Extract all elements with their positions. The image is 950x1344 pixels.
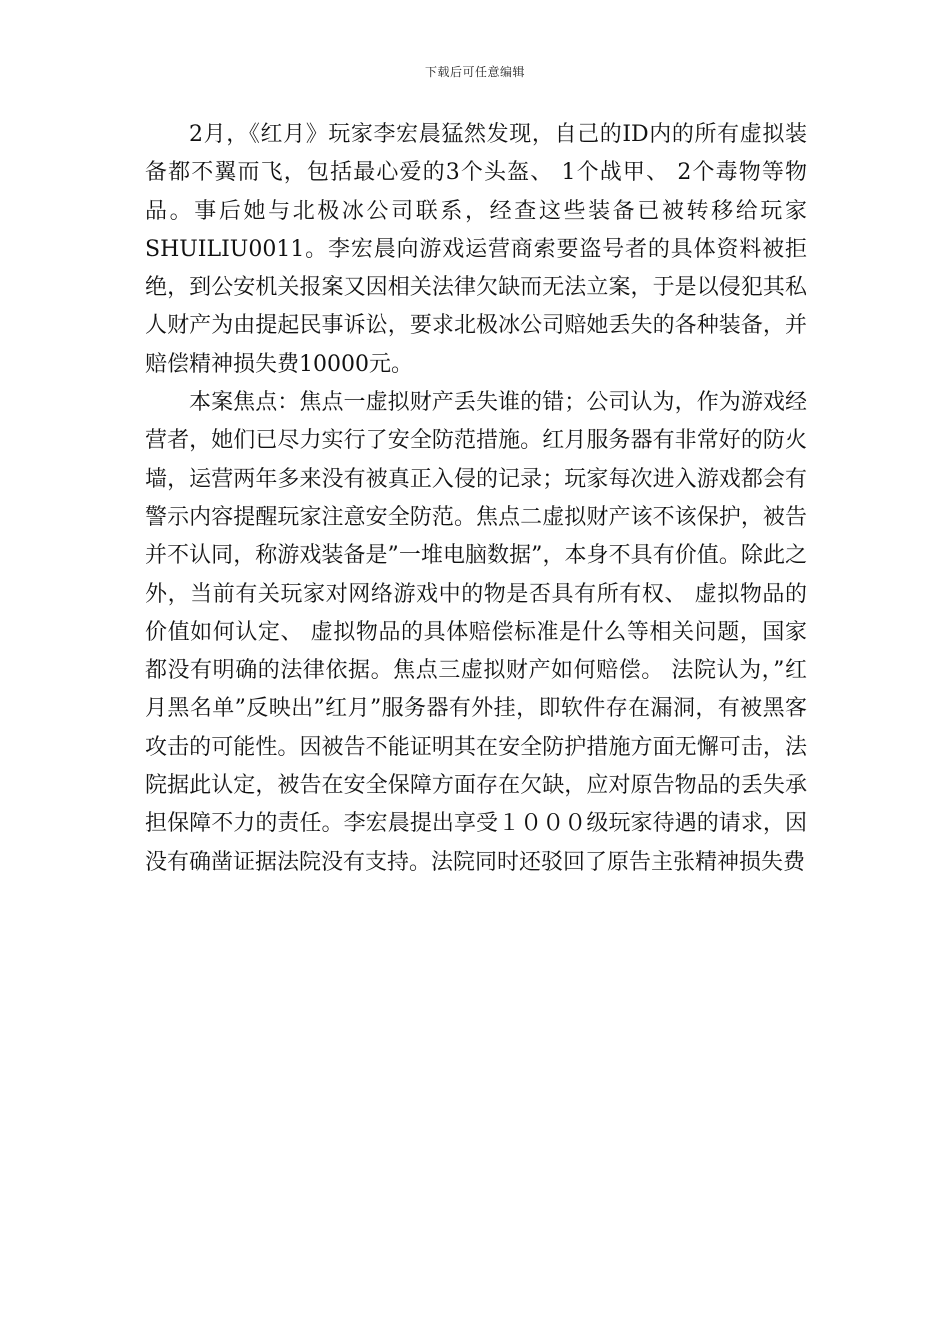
paragraph-case-focus: 本案焦点：焦点一虚拟财产丢失谁的错；公司认为，作为游戏经营者，她们已尽力实行了安全防范措施。红月服务器有非常好的防火墙，运营两年多来没有被真正入侵的记录；玩家每次进入游戏都会有警示内容提醒玩家注意安全防范。焦点二虚拟财产该不该保护，被告并不认同，称游戏装备是”一堆电脑数据”，本身不具有价值。除此之外，当前有关玩家对网络游戏中的物是否具有所有权、 虚拟物品的价值如何认定、 虚拟物品的具体赔偿标准是什么等相关问题，国家都没有明确的法律依据。焦点三虚拟财产如何赔偿。 法院认为，”红月黑名单”反映出”红月”服务器有外挂，即软件存在漏洞，有被黑客攻击的可能性。因被告不能证明其在安全防护措施方面无懈可击，法院据此认定，被告在安全保障方面存在欠缺，应对原告物品的丢失承担保障不力的责任。李宏晨提出享受１０００级玩家待遇的请求，因没有确凿证据法院没有支持。法院同时还驳回了原告主张精神损失费 (145, 390, 807, 875)
page-header: 下载后可任意编辑 (424, 65, 525, 79)
document-body (145, 116, 807, 882)
paragraph-case-facts: 2月，《红月》玩家李宏晨猛然发现，自己的ID内的所有虚拟装备都不翼而飞，包括最心爱的3个头盔、 1个战甲、 2个毒物等物品。事后她与北极冰公司联系，经查这些装备已被转移给玩家SHUILIU0011。李宏晨向游戏运营商索要盗号者的具体资料被拒绝，到公安机关报案又因相关法律欠缺而无法立案，于是以侵犯其私人财产为由提起民事诉讼，要求北极冰公司赔她丢失的各种装备，并赔偿精神损失费10000元。 (145, 122, 807, 377)
